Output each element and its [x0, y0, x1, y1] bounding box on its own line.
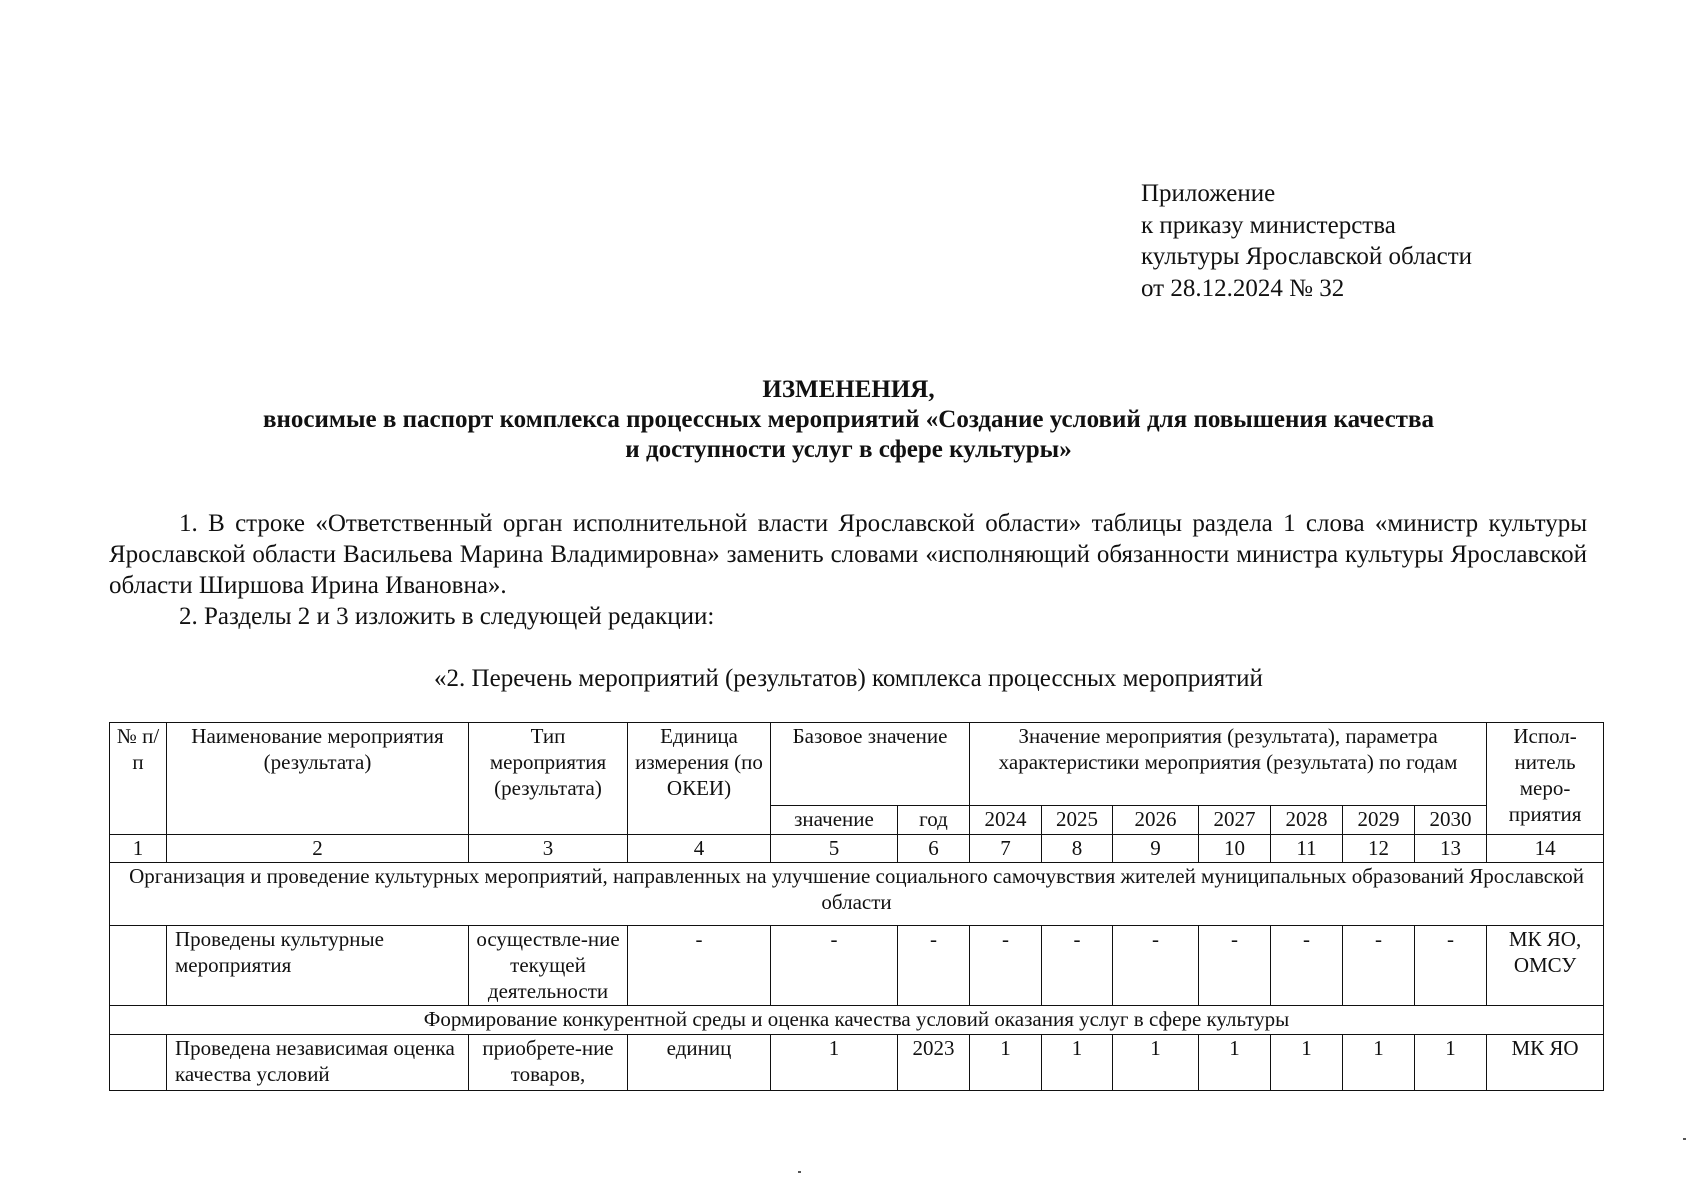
section-2-title: Формирование конкурентной среды и оценка качества условий оказания услуг в сфере культуры	[110, 1006, 1604, 1035]
header-year: 2030	[1415, 806, 1487, 835]
header-base-value: значение	[771, 806, 898, 835]
column-number: 13	[1415, 835, 1487, 863]
row1-value: -	[1113, 926, 1199, 1006]
column-number: 11	[1271, 835, 1343, 863]
appendix-line: к приказу министерства	[1141, 211, 1396, 239]
heading-subtitle-line: и доступности услуг в сфере культуры»	[625, 436, 1072, 463]
appendix-block	[1141, 178, 1472, 304]
header-num: № п/п	[110, 723, 167, 835]
header-base-year: год	[898, 806, 970, 835]
row1-unit: -	[628, 926, 771, 1006]
column-number: 14	[1487, 835, 1604, 863]
column-number: 9	[1113, 835, 1199, 863]
header-year: 2024	[970, 806, 1042, 835]
row1-num	[110, 926, 167, 1006]
row1-executor: МК ЯО, ОМСУ	[1487, 926, 1604, 1006]
row2-value: 1	[970, 1035, 1042, 1091]
row1-value: -	[1415, 926, 1487, 1006]
appendix-line: культуры Ярославской области	[1141, 243, 1473, 270]
header-year: 2025	[1042, 806, 1113, 835]
column-number: 10	[1199, 835, 1271, 863]
section-row	[110, 1006, 1604, 1035]
row2-value: 1	[1271, 1035, 1343, 1091]
header-year: 2029	[1343, 806, 1415, 835]
column-number-row	[110, 835, 1604, 863]
section-1-title: Организация и проведение культурных мероприятий, направленных на улучшение социального самочувствия жителей муниципальных образований Ярославской области	[110, 863, 1604, 926]
row2-value: 1	[1343, 1035, 1415, 1091]
row1-name: Проведены культурные мероприятия	[167, 926, 469, 1006]
row1-value: -	[1042, 926, 1113, 1006]
row1-value: -	[1199, 926, 1271, 1006]
row2-executor: МК ЯО	[1487, 1035, 1604, 1091]
header-base: Базовое значение	[771, 723, 970, 806]
row2-unit: единиц	[628, 1035, 771, 1091]
paragraph-2: 2. Разделы 2 и 3 изложить в следующей редакции:	[179, 603, 715, 630]
row2-base-value: 1	[771, 1035, 898, 1091]
paragraph-1: 1. В строке «Ответственный орган исполнительной власти Ярославской области» таблицы раздела 1 слова «министр культуры Ярославской области Васильева Марина Владимировна» заменить словами «исполняющий обязанности министра культуры Ярославской области Ширшова Ирина Ивановна».	[109, 510, 1587, 599]
header-row	[110, 723, 1604, 806]
body-text	[109, 508, 1587, 632]
row1-value: -	[1271, 926, 1343, 1006]
column-number: 2	[167, 835, 469, 863]
row2-name: Проведена независимая оценка качества условий	[167, 1035, 469, 1091]
header-type: Тип мероприятия (результата)	[469, 723, 628, 835]
table-row	[110, 1035, 1604, 1091]
table-title: «2. Перечень мероприятий (результатов) комплекса процессных мероприятий	[434, 665, 1263, 692]
header-year: 2027	[1199, 806, 1271, 835]
heading-subtitle-line: вносимые в паспорт комплекса процессных мероприятий «Создание условий для повышения качества	[263, 406, 1434, 433]
scan-speck	[798, 1171, 801, 1173]
row1-type: осуществле-ние текущей деятельности	[469, 926, 628, 1006]
header-unit: Единица измерения (по ОКЕИ)	[628, 723, 771, 835]
column-number: 5	[771, 835, 898, 863]
header-year: 2026	[1113, 806, 1199, 835]
column-number: 3	[469, 835, 628, 863]
row2-num	[110, 1035, 167, 1091]
row2-value: 1	[1415, 1035, 1487, 1091]
appendix-line: Приложение	[1141, 180, 1276, 207]
table-row	[110, 926, 1604, 1006]
column-number: 7	[970, 835, 1042, 863]
column-number: 8	[1042, 835, 1113, 863]
column-number: 12	[1343, 835, 1415, 863]
header-executor: Испол-нитель меро-приятия	[1487, 723, 1604, 835]
row1-value: -	[970, 926, 1042, 1006]
column-number: 6	[898, 835, 970, 863]
row1-base-year: -	[898, 926, 970, 1006]
row2-value: 1	[1199, 1035, 1271, 1091]
row2-base-year: 2023	[898, 1035, 970, 1091]
column-number: 4	[628, 835, 771, 863]
events-table	[109, 722, 1604, 1091]
row2-type: приобрете-ние товаров,	[469, 1035, 628, 1091]
column-number: 1	[110, 835, 167, 863]
heading-title: ИЗМЕНЕНИЯ,	[762, 376, 935, 403]
section-row	[110, 863, 1604, 926]
header-year: 2028	[1271, 806, 1343, 835]
document-heading	[100, 375, 1597, 465]
row1-value: -	[1343, 926, 1415, 1006]
appendix-date-line: от 28.12.2024 № 32	[1141, 274, 1345, 302]
header-name: Наименование мероприятия (результата)	[167, 723, 469, 835]
row2-value: 1	[1113, 1035, 1199, 1091]
scan-speck	[1683, 1138, 1686, 1140]
row1-base-value: -	[771, 926, 898, 1006]
row2-value: 1	[1042, 1035, 1113, 1091]
header-values: Значение мероприятия (результата), параметра характеристики мероприятия (результата) по годам	[970, 723, 1487, 806]
